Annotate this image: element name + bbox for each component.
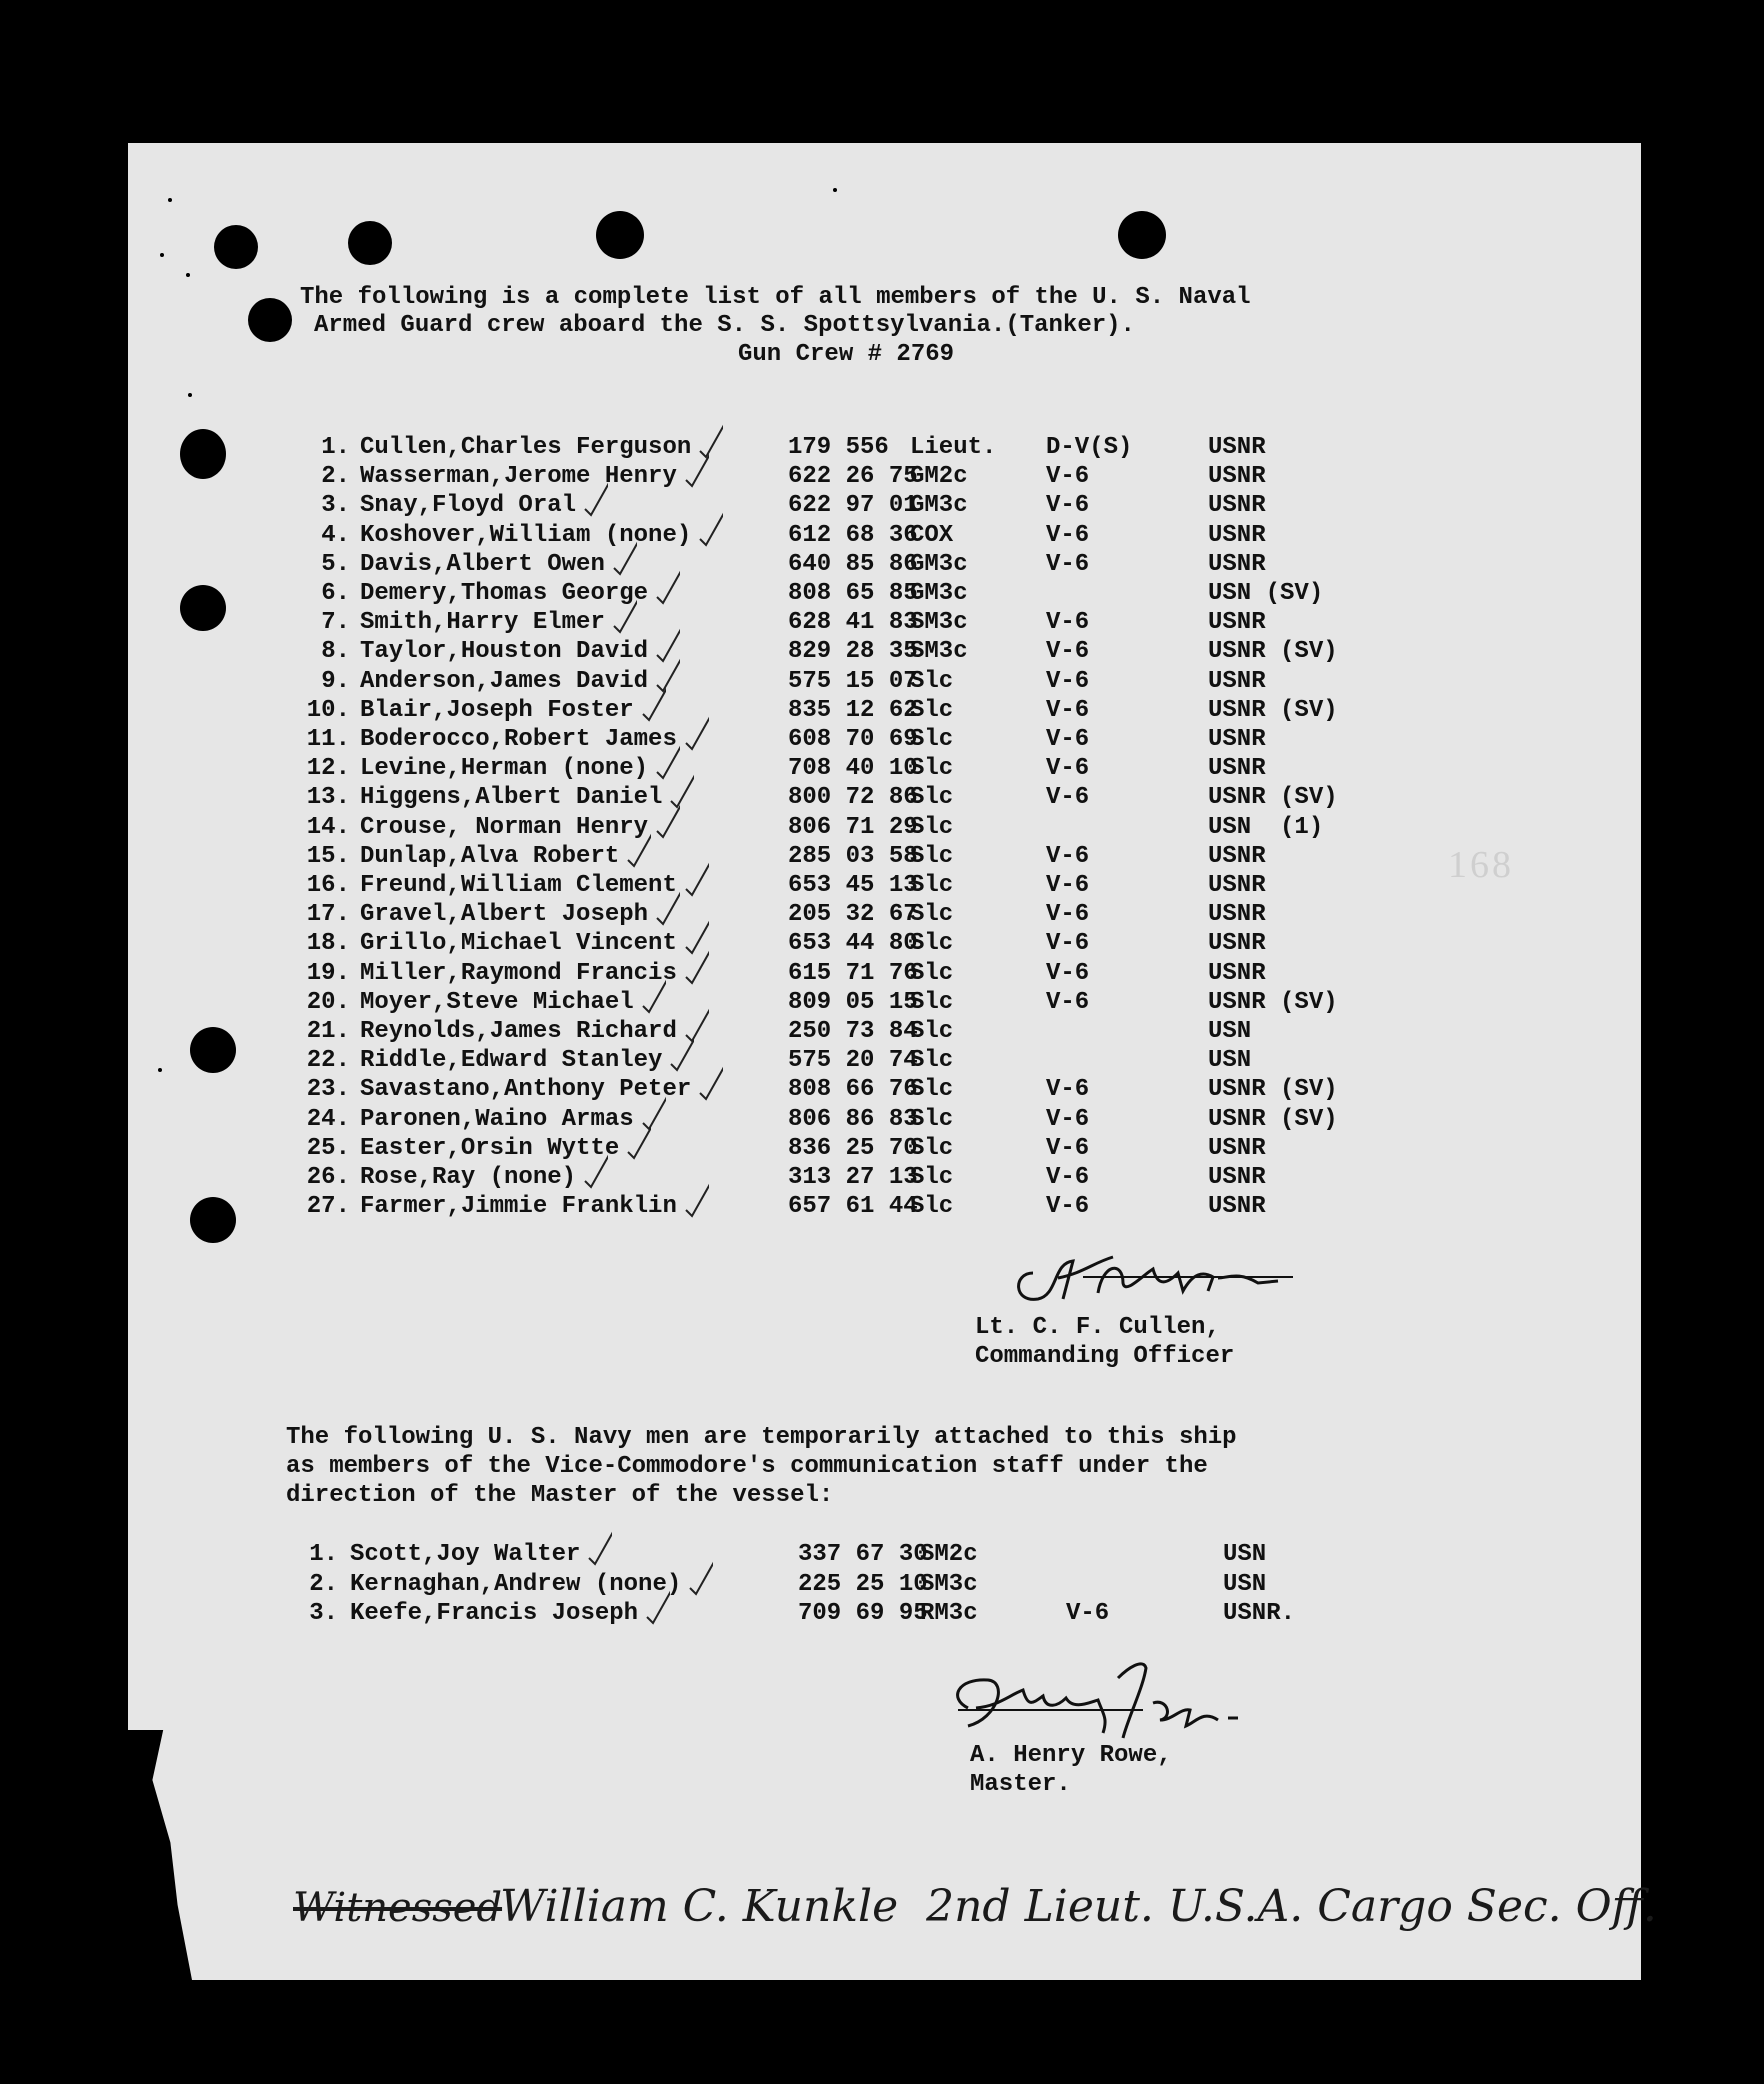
row-class: V-6 <box>1046 1134 1090 1162</box>
row-branch: USNR <box>1208 842 1266 870</box>
row-rate: Slc <box>910 901 954 929</box>
row-rate: Slc <box>910 813 954 841</box>
row-branch: USN (SV) <box>1208 580 1324 607</box>
row-branch: USNR <box>1208 434 1266 461</box>
row-num: 23. <box>306 1076 350 1104</box>
row-num: 16. <box>306 872 350 899</box>
staff-intro-line-1: The following U. S. Navy men are temporarily attached to this ship <box>286 1424 1237 1451</box>
check-mark-icon <box>625 830 651 870</box>
row-branch: USNR <box>1208 492 1266 520</box>
row-serial: 709 69 95 <box>798 1600 928 1627</box>
row-class: V-6 <box>1046 1076 1090 1104</box>
row-serial: 809 05 15 <box>788 988 918 1016</box>
crew-row <box>128 579 1641 608</box>
crew-row <box>128 813 1641 842</box>
crew-row <box>128 1134 1641 1163</box>
row-name: Koshover,William (none) <box>360 521 692 549</box>
row-serial: 653 45 13 <box>788 872 918 899</box>
row-name: Miller,Raymond Francis <box>360 959 677 987</box>
row-rate: GM3c <box>910 550 968 578</box>
row-rate: Slc <box>910 1018 954 1045</box>
crew-row <box>128 667 1641 696</box>
crew-row <box>128 462 1641 491</box>
row-name: Davis,Albert Owen <box>360 550 605 578</box>
row-serial: 205 32 67 <box>788 901 918 929</box>
row-class: V-6 <box>1046 959 1090 987</box>
row-name: Savastano,Anthony Peter <box>360 1076 692 1104</box>
row-name: Moyer,Steve Michael <box>360 988 634 1016</box>
row-class: V-6 <box>1046 842 1090 870</box>
row-class: V-6 <box>1046 492 1090 520</box>
signature-1-name: Lt. C. F. Cullen, <box>975 1314 1220 1341</box>
row-num: 3. <box>309 1600 338 1627</box>
row-num: 27. <box>306 1193 350 1221</box>
row-class: V-6 <box>1046 726 1090 753</box>
row-serial: 640 85 86 <box>788 550 918 578</box>
row-serial: 657 61 44 <box>788 1193 918 1221</box>
check-mark-icon <box>697 1063 723 1103</box>
check-mark-icon <box>654 801 680 841</box>
row-num: 24. <box>306 1105 350 1133</box>
crew-row <box>128 783 1641 812</box>
row-branch: USNR <box>1208 959 1266 987</box>
row-rate: Slc <box>910 1164 954 1191</box>
row-branch: USNR <box>1208 872 1266 899</box>
row-class: V-6 <box>1046 755 1090 783</box>
row-serial: 628 41 83 <box>788 609 918 637</box>
row-serial: 835 12 62 <box>788 696 918 724</box>
row-serial: 808 65 85 <box>788 580 918 607</box>
row-rate: COX <box>910 521 954 549</box>
row-serial: 806 71 29 <box>788 813 918 841</box>
row-class: V-6 <box>1046 521 1090 549</box>
row-serial: 608 70 69 <box>788 726 918 753</box>
row-serial: 313 27 13 <box>788 1164 918 1191</box>
row-branch: USN <box>1223 1541 1267 1568</box>
row-class: V-6 <box>1046 638 1090 666</box>
row-class: V-6 <box>1046 1193 1090 1221</box>
row-rate: Slc <box>910 988 954 1016</box>
row-rate: Slc <box>910 959 954 987</box>
row-branch: USNR (SV) <box>1208 988 1338 1016</box>
row-rate: Slc <box>910 784 954 812</box>
check-mark-icon <box>668 1034 694 1074</box>
row-num: 22. <box>306 1047 350 1075</box>
check-mark-icon <box>640 684 666 724</box>
row-serial: 615 71 76 <box>788 959 918 987</box>
row-class: V-6 <box>1046 463 1090 491</box>
row-num: 7. <box>321 609 350 637</box>
punch-hole <box>214 225 258 269</box>
row-rate: Slc <box>910 667 954 695</box>
row-name: Blair,Joseph Foster <box>360 696 634 724</box>
row-branch: USNR <box>1208 521 1266 549</box>
row-name: Riddle,Edward Stanley <box>360 1047 663 1075</box>
crew-row <box>128 696 1641 725</box>
staff-row <box>128 1540 1641 1569</box>
row-serial: 653 44 80 <box>788 930 918 958</box>
row-branch: USN <box>1208 1047 1252 1075</box>
row-class: V-6 <box>1046 1164 1090 1191</box>
handwritten-footer: William C. Kunkle 2nd Lieut. U.S.A. Cargo Sec. Off. <box>500 1881 1657 1932</box>
row-num: 19. <box>306 959 350 987</box>
row-name: Higgens,Albert Daniel <box>360 784 663 812</box>
row-branch: USNR <box>1208 609 1266 637</box>
row-branch: USNR. <box>1223 1600 1296 1627</box>
row-class: V-6 <box>1046 988 1090 1016</box>
check-mark-icon <box>640 976 666 1016</box>
row-name: Rose,Ray (none) <box>360 1164 577 1191</box>
row-rate: Slc <box>910 930 954 958</box>
signature-2-name: A. Henry Rowe, <box>970 1742 1172 1769</box>
crew-row <box>128 929 1641 958</box>
check-mark-icon <box>586 1528 612 1568</box>
check-mark-icon <box>582 1151 608 1191</box>
row-branch: USN (1) <box>1208 813 1324 841</box>
check-mark-icon <box>644 1587 670 1627</box>
signature-1-title: Commanding Officer <box>975 1343 1235 1370</box>
row-branch: USN <box>1223 1570 1267 1598</box>
row-serial: 575 20 74 <box>788 1047 918 1075</box>
row-serial: 337 67 30 <box>798 1541 928 1568</box>
header-line-1: The following is a complete list of all members of the U. S. Naval <box>300 284 1251 311</box>
row-num: 15. <box>306 842 350 870</box>
staff-intro-line-3: direction of the Master of the vessel: <box>286 1482 834 1509</box>
row-branch: USNR (SV) <box>1208 1105 1338 1133</box>
row-class: V-6 <box>1046 667 1090 695</box>
row-num: 2. <box>321 463 350 491</box>
row-branch: USNR <box>1208 1164 1266 1191</box>
row-num: 3. <box>321 492 350 520</box>
row-num: 12. <box>306 755 350 783</box>
header-line-3: Gun Crew # 2769 <box>738 341 955 368</box>
crew-row <box>128 550 1641 579</box>
check-mark-icon <box>611 596 637 636</box>
row-class: V-6 <box>1046 784 1090 812</box>
crew-row <box>128 900 1641 929</box>
row-num: 9. <box>321 667 350 695</box>
row-serial: 836 25 70 <box>788 1134 918 1162</box>
row-branch: USNR <box>1208 930 1266 958</box>
row-branch: USNR <box>1208 755 1266 783</box>
crew-row <box>128 608 1641 637</box>
row-num: 1. <box>321 434 350 461</box>
row-name: Easter,Orsin Wytte <box>360 1134 620 1162</box>
crew-row <box>128 871 1641 900</box>
row-class: V-6 <box>1046 609 1090 637</box>
check-mark-icon <box>683 1180 709 1220</box>
row-serial: 808 66 76 <box>788 1076 918 1104</box>
row-name: Wasserman,Jerome Henry <box>360 463 677 491</box>
row-serial: 622 97 01 <box>788 492 918 520</box>
crew-row <box>128 959 1641 988</box>
row-branch: USNR (SV) <box>1208 784 1338 812</box>
crew-row <box>128 842 1641 871</box>
row-branch: USNR (SV) <box>1208 696 1338 724</box>
row-branch: USNR (SV) <box>1208 1076 1338 1104</box>
check-mark-icon <box>582 479 608 519</box>
row-serial: 225 25 10 <box>798 1570 928 1598</box>
crew-row <box>128 1046 1641 1075</box>
row-num: 14. <box>306 813 350 841</box>
crew-row <box>128 491 1641 520</box>
handwritten-witness-struck: Witnessed <box>293 1885 503 1931</box>
row-rate: SM3c <box>910 609 968 637</box>
punch-hole <box>1118 211 1166 259</box>
row-serial: 800 72 86 <box>788 784 918 812</box>
row-serial: 612 68 36 <box>788 521 918 549</box>
row-serial: 829 28 35 <box>788 638 918 666</box>
row-rate: SM3c <box>910 638 968 666</box>
row-name: Cullen,Charles Ferguson <box>360 434 692 461</box>
check-mark-icon <box>683 859 709 899</box>
crew-row <box>128 754 1641 783</box>
crew-row <box>128 637 1641 666</box>
row-serial: 622 26 75 <box>788 463 918 491</box>
row-num: 6. <box>321 580 350 607</box>
crew-row <box>128 988 1641 1017</box>
row-num: 5. <box>321 550 350 578</box>
row-branch: USNR <box>1208 1193 1266 1221</box>
check-mark-icon <box>654 888 680 928</box>
signature-cullen <box>1003 1233 1303 1318</box>
row-num: 1. <box>309 1541 338 1568</box>
row-name: Kernaghan,Andrew (none) <box>350 1570 682 1598</box>
row-name: Smith,Harry Elmer <box>360 609 605 637</box>
header-line-2: Armed Guard crew aboard the S. S. Spottsylvania.(Tanker). <box>314 312 1135 339</box>
crew-row <box>128 1163 1641 1192</box>
check-mark-icon <box>625 1122 651 1162</box>
row-rate: Slc <box>910 842 954 870</box>
row-name: Anderson,James David <box>360 667 649 695</box>
staff-row <box>128 1570 1641 1599</box>
check-mark-icon <box>683 713 709 753</box>
row-branch: USNR <box>1208 901 1266 929</box>
row-rate: Slc <box>910 755 954 783</box>
row-name: Levine,Herman (none) <box>360 755 649 783</box>
row-serial: 285 03 58 <box>788 842 918 870</box>
row-rate: GM2c <box>910 463 968 491</box>
document-page <box>128 143 1657 1980</box>
row-class: D-V(S) <box>1046 434 1133 461</box>
check-mark-icon <box>683 450 709 490</box>
row-num: 2. <box>309 1570 338 1598</box>
row-rate: Slc <box>910 696 954 724</box>
row-serial: 250 73 84 <box>788 1018 918 1045</box>
crew-row <box>128 1192 1641 1221</box>
row-name: Gravel,Albert Joseph <box>360 901 649 929</box>
row-class: V-6 <box>1046 1105 1090 1133</box>
check-mark-icon <box>611 538 637 578</box>
check-mark-icon <box>654 567 680 607</box>
row-class: V-6 <box>1046 696 1090 724</box>
row-num: 17. <box>306 901 350 929</box>
row-name: Crouse, Norman Henry <box>360 813 649 841</box>
row-num: 25. <box>306 1134 350 1162</box>
row-branch: USNR (SV) <box>1208 638 1338 666</box>
row-rate: Slc <box>910 1105 954 1133</box>
page-number: 168 <box>1448 844 1514 886</box>
row-class: V-6 <box>1046 901 1090 929</box>
row-class: V-6 <box>1046 872 1090 899</box>
crew-row <box>128 433 1641 462</box>
staff-intro-line-2: as members of the Vice-Commodore's communication staff under the <box>286 1453 1208 1480</box>
row-rate: Slc <box>910 1134 954 1162</box>
row-name: Snay,Floyd Oral <box>360 492 577 520</box>
row-branch: USNR <box>1208 667 1266 695</box>
punch-hole <box>248 298 292 342</box>
row-class: V-6 <box>1066 1600 1110 1627</box>
check-mark-icon <box>687 1558 713 1598</box>
row-name: Dunlap,Alva Robert <box>360 842 620 870</box>
row-name: Grillo,Michael Vincent <box>360 930 677 958</box>
check-mark-icon <box>697 509 723 549</box>
row-branch: USNR <box>1208 550 1266 578</box>
row-num: 4. <box>321 521 350 549</box>
row-serial: 708 40 10 <box>788 755 918 783</box>
row-class: V-6 <box>1046 930 1090 958</box>
row-serial: 806 86 83 <box>788 1105 918 1133</box>
row-name: Taylor,Houston David <box>360 638 649 666</box>
row-rate: Slc <box>910 1076 954 1104</box>
row-num: 11. <box>306 726 350 753</box>
row-rate: RM3c <box>920 1600 978 1627</box>
row-class: V-6 <box>1046 550 1090 578</box>
staff-row <box>128 1599 1641 1628</box>
row-num: 10. <box>306 696 350 724</box>
row-rate: GM3c <box>910 580 968 607</box>
row-name: Keefe,Francis Joseph <box>350 1600 639 1627</box>
row-num: 21. <box>306 1018 350 1045</box>
row-name: Scott,Joy Walter <box>350 1541 581 1568</box>
check-mark-icon <box>683 947 709 987</box>
row-num: 8. <box>321 638 350 666</box>
row-rate: Slc <box>910 1193 954 1221</box>
row-name: Demery,Thomas George <box>360 580 649 607</box>
row-rate: SM3c <box>920 1570 978 1598</box>
row-serial: 575 15 07 <box>788 667 918 695</box>
punch-hole <box>596 211 644 259</box>
row-num: 20. <box>306 988 350 1016</box>
row-name: Paronen,Waino Armas <box>360 1105 634 1133</box>
crew-row <box>128 725 1641 754</box>
row-name: Reynolds,James Richard <box>360 1018 677 1045</box>
crew-row <box>128 1017 1641 1046</box>
row-num: 26. <box>306 1164 350 1191</box>
punch-hole <box>348 221 392 265</box>
row-branch: USNR <box>1208 463 1266 491</box>
row-branch: USN <box>1208 1018 1252 1045</box>
row-rate: Slc <box>910 1047 954 1075</box>
row-num: 18. <box>306 930 350 958</box>
crew-row <box>128 1075 1641 1104</box>
row-rate: Slc <box>910 726 954 753</box>
row-num: 13. <box>306 784 350 812</box>
crew-row <box>128 1105 1641 1134</box>
row-name: Farmer,Jimmie Franklin <box>360 1193 677 1221</box>
row-rate: Slc <box>910 872 954 899</box>
crew-row <box>128 521 1641 550</box>
row-branch: USNR <box>1208 726 1266 753</box>
row-rate: SM2c <box>920 1541 978 1568</box>
row-rate: Lieut. <box>910 434 997 461</box>
row-branch: USNR <box>1208 1134 1266 1162</box>
row-name: Freund,William Clement <box>360 872 677 899</box>
row-serial: 179 556 <box>788 434 889 461</box>
row-name: Boderocco,Robert James <box>360 726 677 753</box>
signature-2-title: Master. <box>970 1771 1071 1798</box>
row-rate: GM3c <box>910 492 968 520</box>
